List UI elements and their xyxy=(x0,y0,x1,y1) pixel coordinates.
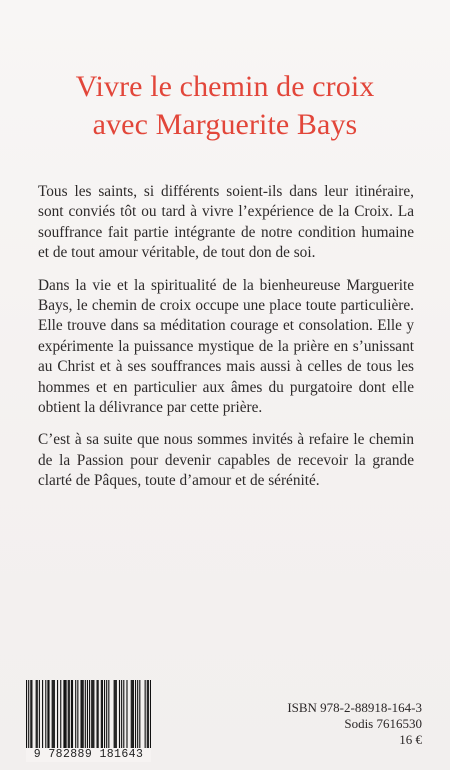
barcode-bar xyxy=(135,680,136,752)
blurb-paragraph-3: C’est à sa suite que nous sommes invités à refaire le chemin de la Passion pour devenir capables de recevoir la grande clarté de Pâques, toute d’amour et de sérénité. xyxy=(38,431,414,490)
blurb xyxy=(38,182,414,504)
barcode-bar xyxy=(87,680,88,752)
barcode-bar xyxy=(123,680,124,752)
barcode-bar xyxy=(133,680,134,752)
barcode-bar xyxy=(126,680,127,752)
barcode-bar xyxy=(69,680,70,752)
barcode-bar xyxy=(92,680,93,752)
barcode-bar xyxy=(54,680,55,752)
barcode-bar xyxy=(106,680,107,752)
barcode-bar xyxy=(83,680,84,752)
barcode-bar xyxy=(28,680,29,752)
book-title-line-1: Vivre le chemin de croix xyxy=(75,70,375,103)
barcode-bars xyxy=(26,680,151,752)
barcode-bar xyxy=(31,680,32,752)
barcode-bar xyxy=(77,680,78,752)
blurb-paragraph-2: Dans la vie et la spiritualité de la bienheureuse Marguerite Bays, le chemin de croix occupe une place toute particulière. Elle trouve dans sa méditation courage et consolation. Elle y expérimente la puissance mystique de la prière en s’unissant au Christ et à ses souffrances mais aussi à celles de tous les hommes et en particulier aux âmes du purgatoire dont elle obtient la délivrance par cette prière. xyxy=(38,276,414,417)
barcode-bar xyxy=(148,680,149,752)
book-title xyxy=(0,68,450,144)
barcode-bar xyxy=(52,680,53,752)
barcode-bar xyxy=(42,680,43,752)
barcode-bar xyxy=(139,680,140,752)
blurb-paragraph-1: Tous les saints, si différents soient-ils dans leur itinéraire, sont conviés tôt ou tard à vivre l’expérience de la Croix. La souffrance fait partie intégrante de notre condition humaine et de tout amour véritable, de tout don de soi. xyxy=(38,183,414,262)
barcode-bar xyxy=(26,680,27,752)
barcode-bar xyxy=(53,680,54,752)
barcode-bar xyxy=(72,680,73,752)
barcode-bar xyxy=(93,680,94,752)
price-text: 16 € xyxy=(399,732,422,747)
barcode-bar xyxy=(45,680,46,752)
barcode-bar xyxy=(30,680,31,752)
barcode-bar xyxy=(63,680,64,752)
barcode-bar xyxy=(82,680,83,752)
barcode-bar xyxy=(66,680,67,752)
barcode-bar xyxy=(68,680,69,752)
barcode-bar xyxy=(75,680,76,752)
publication-info xyxy=(287,700,422,748)
barcode-bar xyxy=(60,680,61,752)
barcode-bar xyxy=(91,680,92,752)
book-title-line-2: avec Marguerite Bays xyxy=(92,108,358,141)
barcode-bar xyxy=(150,680,151,752)
isbn-text: ISBN 978-2-88918-164-3 xyxy=(287,700,422,715)
sodis-text: Sodis 7616530 xyxy=(344,716,422,731)
barcode-bar xyxy=(121,680,122,752)
barcode-bar xyxy=(89,680,90,752)
barcode-bar xyxy=(47,680,48,752)
barcode-bar xyxy=(102,680,103,752)
barcode-bar xyxy=(116,680,117,752)
barcode-bar xyxy=(119,680,120,752)
barcode-bar xyxy=(39,680,40,752)
barcode-bar xyxy=(131,680,132,752)
barcode-bar xyxy=(108,680,109,752)
barcode-bar xyxy=(114,680,115,752)
barcode-bar xyxy=(85,680,86,752)
barcode-bar xyxy=(80,680,81,752)
barcode-bar xyxy=(64,680,65,752)
barcode-bar xyxy=(147,680,148,752)
barcode-bar xyxy=(36,680,37,752)
barcode-number: 9 782889 181643 xyxy=(26,748,151,762)
barcode-bar xyxy=(115,680,116,752)
barcode-bar xyxy=(98,680,99,752)
barcode xyxy=(26,680,151,766)
barcode-bar xyxy=(101,680,102,752)
barcode-bar xyxy=(132,680,133,752)
barcode-bar xyxy=(37,680,38,752)
barcode-bar xyxy=(145,680,146,752)
barcode-bar xyxy=(137,680,138,752)
barcode-bar xyxy=(48,680,49,752)
barcode-bar xyxy=(97,680,98,752)
barcode-bar xyxy=(104,680,105,752)
barcode-bar xyxy=(57,680,58,752)
barcode-bar xyxy=(71,680,72,752)
